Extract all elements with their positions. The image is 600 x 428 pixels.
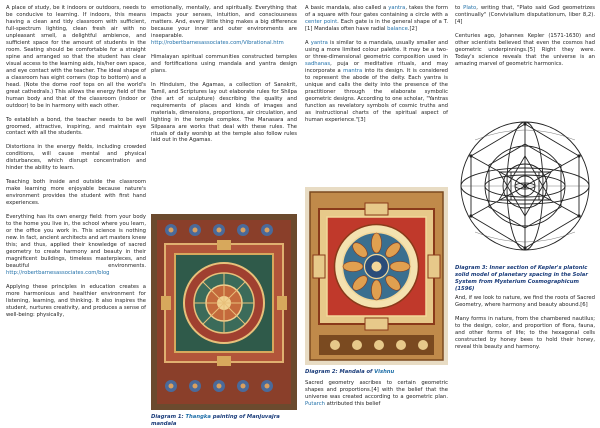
yantra-link-2[interactable]: yantra [310, 39, 328, 46]
text-segment: , writing that, "Plato said God geometrizes continually" (Convivialium disputationum, liber 8,2).[4] [455, 5, 595, 25]
paragraph-study-place: A place of study, be it indoors or outdoors, needs to be conducive to learning. If indoors, this means having a clean and tidy classroom with sufficient, full-spectrum lighting, clean fresh air with no unpleasant smell, a delightful ambience, and sufficient space for the amount of students in the room. Seating should be comfortable for a straight spine and arranged so that the student has clear visual access to the learning aids, his/her own space, and eye contact with the teacher. The ideal shape of a classroom has eight corners (top to bottom) and a head. (Note the dome roof tops on all the world's great cathedrals.) This allows the energy field of the human body and that of the classroom (indoor or outdoor) to be in harmony with each other. [6, 5, 146, 109]
caption-2-label: Diagram 2: Mandala of [305, 369, 375, 375]
paragraph-distortions: Distortions in the energy fields, including crowded conditions, will cause mental and physical disturbances, which disrupt concentration and hinder the ability to learn. [6, 144, 146, 172]
column-4-bottom [455, 295, 595, 358]
paragraph-emotionally [151, 5, 297, 47]
paragraph-plato [455, 5, 595, 26]
paragraph-nature: And, if we look to nature, we find the roots of Sacred Geometry, where harmony and beauty abound.[6] [455, 295, 595, 308]
text-segment: A [305, 39, 311, 46]
column-2 [151, 5, 297, 151]
center-point-link[interactable]: center point [305, 18, 338, 25]
paragraph-yantra [305, 40, 448, 124]
paragraph-emotionally-text: emotionally, mentally, and spiritually. Everything that impacts your senses, intuition, and consciousness matters. And, every little thing makes a big difference because your inner and outer environments are inseparable. [151, 5, 297, 39]
text-segment: A basic mandala, also called a [305, 5, 389, 11]
balance-link[interactable]: balance [387, 25, 408, 32]
column-3 [305, 5, 448, 131]
paragraph-hinduism: In Hinduism, the Agamas, a collection of Sanskrit, Tamil, and Scriptures lay out elaborate rules for Shilpa (the art of sculpture) describing the quality and requirements of places and kinds of images and materials, dimensions, proportions, air circulation, and lighting in the temple complex. The Manasara and Silpasara are works that deal with these rules. The rituals of daily worship at the temple also follow rules laid out in the Agamas. [151, 81, 297, 144]
caption-1-label: Diagram 1: [151, 414, 186, 420]
kepler-model-image [455, 110, 595, 260]
thangka-mandala-drawing [151, 214, 297, 410]
column-3-bottom [305, 380, 448, 415]
text-segment: into its design. It is considered to represent the abode of the deity. Each yantra is unique and calls the deity into the presence of the practitioner through the elaborate symbolic geometric designs. According to one scholar, "Yantras function as revelatory symbols of cosmic truths and as instructional charts of the spiritual aspect of human experience."[3] [305, 67, 449, 123]
paragraph-basic-mandala [305, 5, 448, 33]
kepler-model-drawing [455, 110, 595, 260]
text-segment: . Each gate is in the general shape of a T.[1] Mandalas often have radial [305, 18, 448, 32]
paragraph-inside-outside: Teaching both inside and outside the classroom make learning more enjoyable because nature's environment provides the student with first hand experiences. [6, 179, 146, 207]
paragraph-himalayan: Himalayan spiritual communities constructed temples and fortifications using mandala and yantra design plans. [151, 53, 297, 74]
vishnu-mandala-image [305, 187, 448, 365]
paragraph-kepler: Centuries ago, Johannes Kepler (1571-1630) and other scientists believed that even the cosmos had geometric underpinnings.[5] Right they were. Today's science reveals that the universe is an amazing marvel of geometric harmonics. [455, 32, 595, 67]
vibrational-link[interactable]: http://robertbarnesassociates.com/Vibrational.htm [151, 39, 284, 46]
text-segment: , puja or meditative rituals, and may incorporate a [305, 60, 448, 74]
paragraph-energy-field-text: Everything has its own energy field: from your body to the home you live in, the school where you learn, or the office you work in. This science is nothing new. In fact, ancient architects and art masters knew this; and thus, applied their knowledge of sacred geometry to create harmony and beauty in their magnificent buildings, timeless masterpieces, and beautiful environments. [6, 214, 146, 269]
text-segment: is similar to a mandala, usually smaller and using a more limited colour palette. It may be a two- or three-dimensional geometric composition used in [305, 39, 448, 60]
caption-diagram-1 [151, 414, 297, 428]
plato-link[interactable]: Plato [463, 5, 477, 11]
vishnu-link[interactable]: Vishnu [374, 369, 395, 375]
paragraph-teacher-bond: To establish a bond, the teacher needs to be well groomed, attractive, inspiring, and maintain eye contact with all the students. [6, 116, 146, 137]
caption-diagram-2 [305, 369, 448, 376]
mantra-link[interactable]: mantra [343, 67, 363, 74]
caption-diagram-3: Diagram 3: Inner section of Kepler's platonic solid model of planetary spacing in the Solar System from Mysterium Cosmographicum (1596) [455, 265, 588, 292]
vishnu-mandala-drawing [305, 187, 448, 365]
blog-link[interactable]: http://robertbarnesassociates.com/blog [6, 269, 110, 276]
paragraph-sacred-geometry [305, 380, 448, 408]
caption-1-rest: painting of Manjuvajra mandala [151, 414, 280, 427]
putarch-link[interactable]: Putarch [305, 400, 325, 407]
paragraph-forms: Many forms in nature, from the chambered nautilus; to the design, color, and proportion of flora, fauna, and other forms of life; to the hexagonal cells constructed by honey bees to hold their honey, reveal this beauty and harmony. [455, 315, 595, 350]
text-segment: .[2] [407, 25, 417, 32]
paragraph-energy-field [6, 214, 146, 277]
text-segment: to [455, 5, 464, 11]
column-4 [455, 5, 595, 75]
sadhanas-link[interactable]: sadhanas [305, 60, 331, 67]
text-segment: Sacred geometry ascribes to certain geometric shapes and proportions.[4] with the belief that the universe was created according to a geometric plan. [305, 380, 448, 400]
text-segment: attributed this belief [324, 400, 381, 407]
thangka-link[interactable]: Thangka [185, 414, 211, 420]
thangka-mandala-image [151, 214, 297, 410]
column-1 [6, 5, 146, 326]
paragraph-applying: Applying these principles in education creates a more harmonious and healthier environment for listening, learning, and thinking. It also inspires the student, nurtures creativity, and produces a sense of well-being: physically, [6, 283, 146, 318]
yantra-link[interactable]: yantra [388, 5, 406, 11]
text-segment: , takes the form of a square with four gates containing a circle with a [305, 5, 448, 18]
